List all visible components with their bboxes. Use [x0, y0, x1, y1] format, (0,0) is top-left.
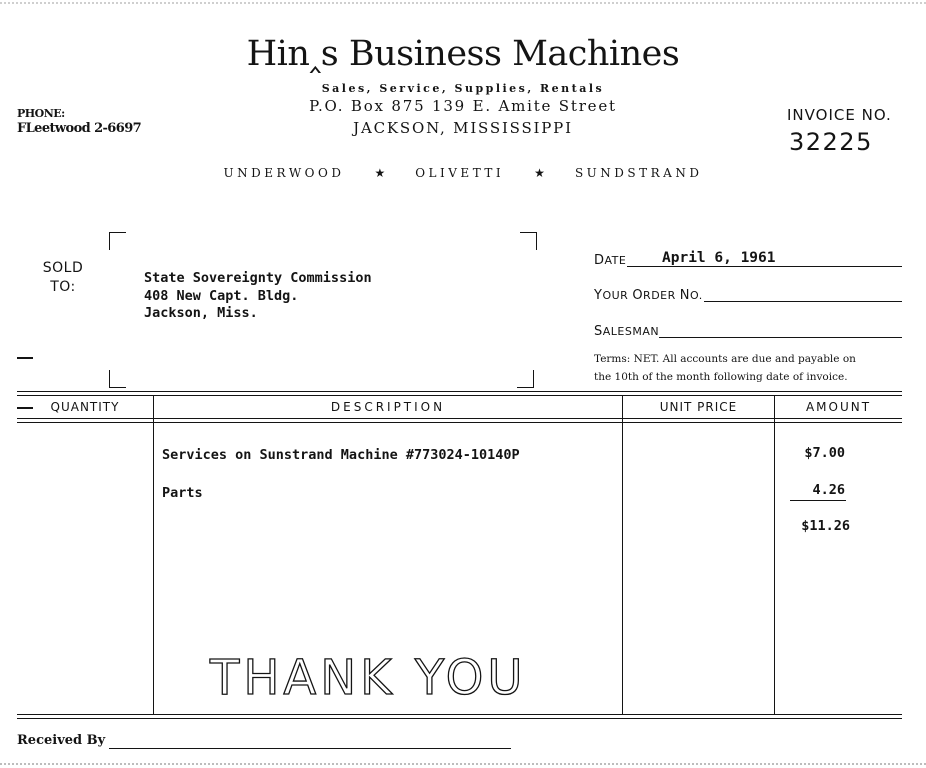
table-top-rule-inner: [17, 395, 902, 396]
invoice-number-label: INVOICE NO.: [787, 106, 892, 124]
customer-address-line1: 408 New Capt. Bldg.: [144, 288, 299, 304]
your-order-label: YOUR ORDER NO.: [594, 288, 703, 303]
date-underline: [627, 266, 902, 267]
table-bottom-rule-inner: [17, 718, 902, 719]
table-row-amount: 4.26: [812, 482, 845, 498]
subtotal-underline: [790, 500, 846, 501]
received-by-line: [109, 748, 511, 749]
salesman-label: SALESMAN: [594, 324, 660, 339]
column-header-amount: AMOUNT: [805, 400, 872, 414]
table-row-description: Services on Sunstrand Machine #773024-10140P: [162, 447, 520, 463]
table-header-rule-inner: [17, 422, 902, 423]
star-icon: ★: [534, 166, 545, 180]
star-icon: ★: [374, 166, 386, 180]
thank-you-text: THANK YOU: [210, 650, 527, 706]
address-corner-bottom-right: [517, 370, 534, 388]
phone-number: FLeetwood 2-6697: [17, 121, 142, 136]
column-divider-unit-price: [774, 395, 775, 715]
invoice-number: 32225: [789, 128, 873, 156]
customer-address-line2: Jackson, Miss.: [144, 305, 258, 321]
bottom-perforation: [0, 763, 926, 765]
column-divider-quantity: [153, 395, 154, 715]
table-top-rule: [17, 391, 902, 392]
address-corner-top-right: [520, 232, 537, 250]
brand-sundstrand: SUNDSTRAND: [574, 166, 703, 180]
table-row-description: Parts: [162, 485, 203, 501]
column-header-quantity: QUANTITY: [50, 400, 120, 414]
brand-list: [0, 166, 926, 180]
brand-olivetti: OLIVETTI: [415, 166, 505, 180]
column-header-unit-price: UNIT PRICE: [659, 400, 738, 414]
company-address: P.O. Box 875 139 E. Amite Street: [309, 97, 617, 115]
invoice-total: $11.26: [801, 518, 850, 534]
your-order-underline: [704, 301, 902, 302]
margin-dash: [17, 357, 33, 359]
salesman-underline: [659, 337, 902, 338]
column-divider-description: [622, 395, 623, 715]
received-by-label: Received By: [17, 733, 106, 748]
sold-to-label: SOLD TO:: [42, 260, 84, 295]
customer-name: State Sovereignty Commission: [144, 270, 372, 286]
company-city: JACKSON, MISSISSIPPI: [353, 119, 573, 137]
top-perforation: [0, 2, 926, 4]
brand-underwood: UNDERWOOD: [223, 166, 345, 180]
address-corner-bottom-left: [109, 370, 126, 388]
table-bottom-rule: [17, 714, 902, 715]
date-value: April 6, 1961: [662, 250, 776, 266]
table-header-rule: [17, 418, 902, 419]
margin-dash: [17, 407, 33, 409]
address-corner-top-left: [109, 232, 126, 250]
column-header-description: DESCRIPTION: [330, 400, 446, 414]
company-name: Hin‸s Business Machines: [246, 34, 680, 74]
date-label: DATE: [594, 253, 627, 268]
company-tagline: Sales, Service, Supplies, Rentals: [321, 82, 605, 95]
table-row-amount: $7.00: [804, 445, 845, 461]
payment-terms: Terms: NET. All accounts are due and payable on the 10th of the month following date of invoice.: [594, 353, 856, 383]
phone-label: PHONE:: [17, 107, 65, 120]
